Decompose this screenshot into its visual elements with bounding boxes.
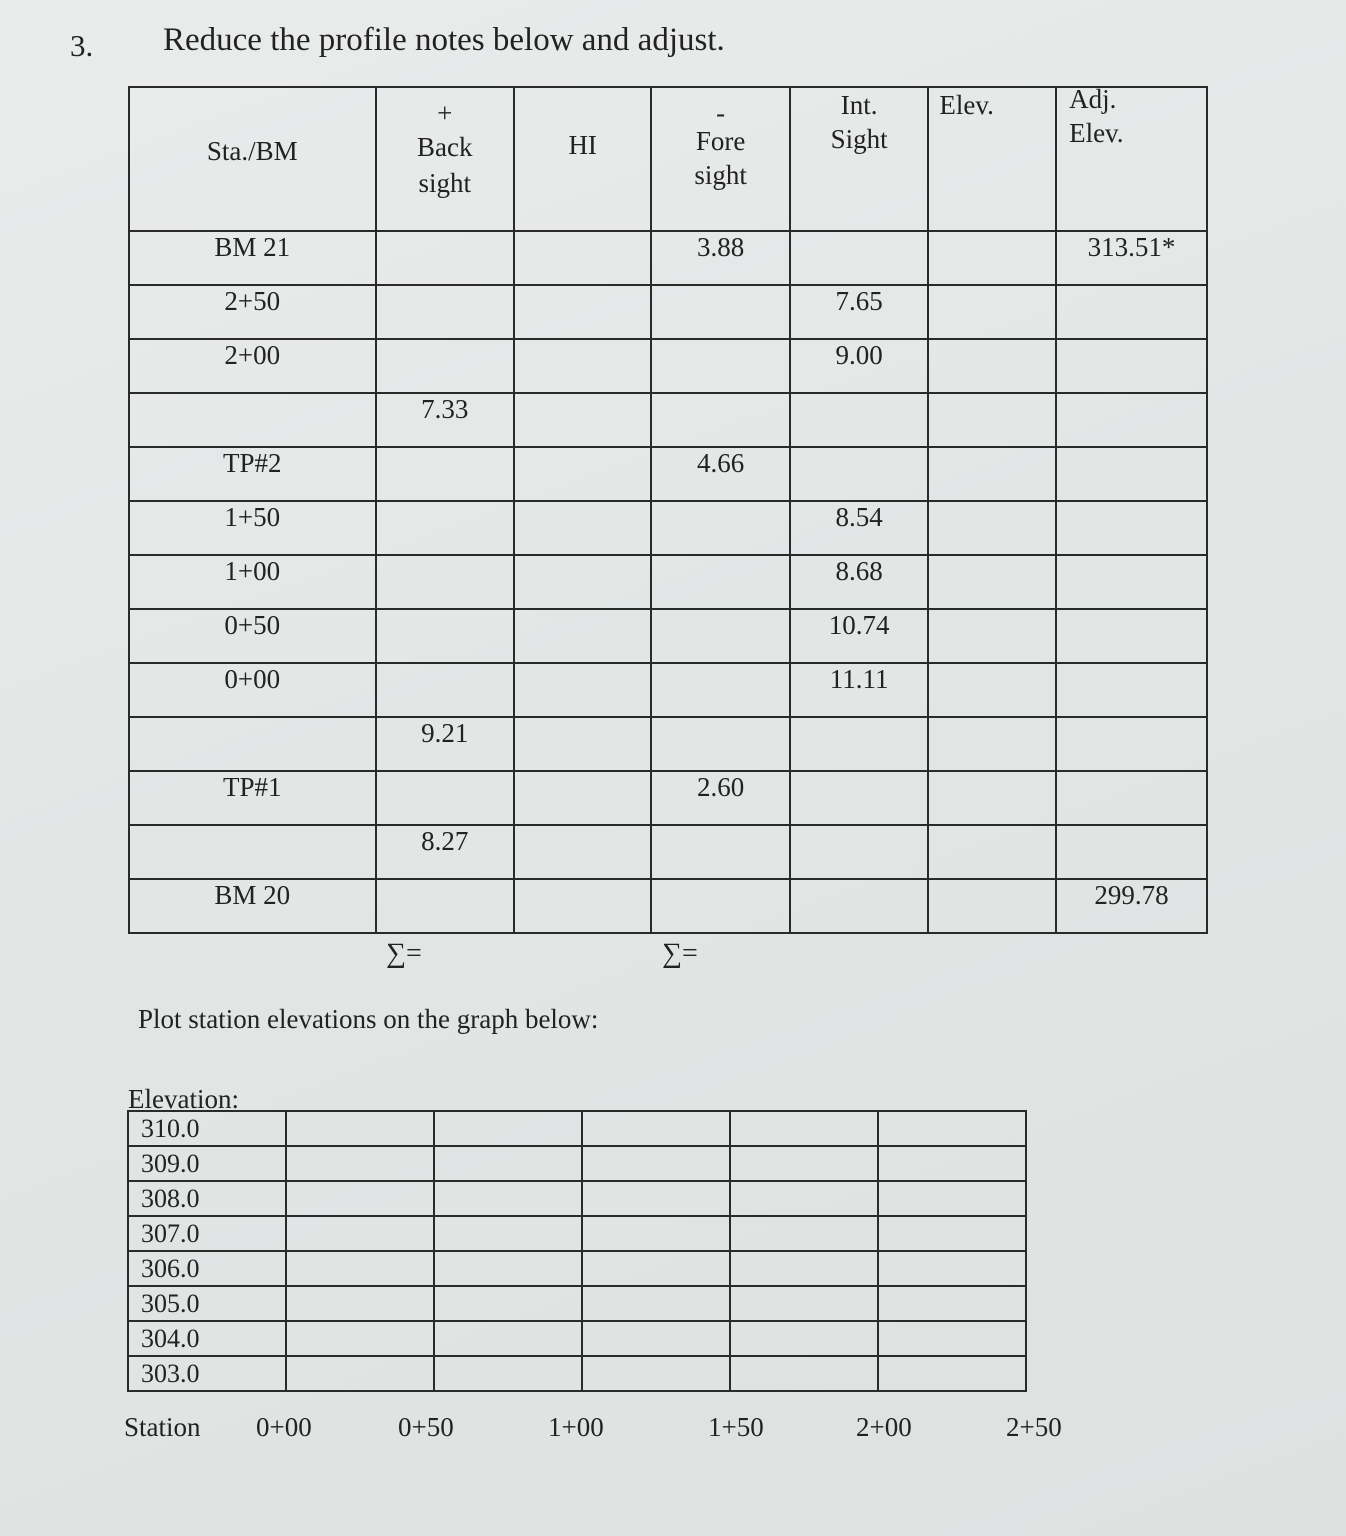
- header-bs-line1: Back: [417, 132, 473, 162]
- table-row: [129, 609, 1207, 663]
- cell-sta: 0+00: [129, 663, 376, 717]
- sum-backsight: ∑=: [386, 938, 422, 969]
- cell-sta: [129, 825, 376, 879]
- graph-cell: [878, 1146, 1026, 1181]
- header-fs-line1: Fore: [695, 126, 746, 156]
- graph-cell: [730, 1356, 878, 1391]
- cell-fs: 3.88: [651, 231, 789, 285]
- cell-sta: 0+50: [129, 609, 376, 663]
- graph-cell: [286, 1181, 434, 1216]
- header-elev: [928, 87, 1056, 231]
- graph-cell: [582, 1216, 730, 1251]
- cell-adj: [1056, 339, 1207, 393]
- graph-cell: [878, 1321, 1026, 1356]
- cell-adj: [1056, 501, 1207, 555]
- x-tick-label: 2+50: [1006, 1412, 1062, 1442]
- cell-adj: [1056, 285, 1207, 339]
- cell-fs: [651, 339, 789, 393]
- cell-hi: [514, 663, 652, 717]
- y-tick-label: 305.0: [128, 1286, 286, 1321]
- header-bs-line2: sight: [418, 168, 472, 198]
- graph-cell: [878, 1356, 1026, 1391]
- cell-is: [790, 231, 929, 285]
- cell-elev: [928, 825, 1056, 879]
- cell-hi: [514, 555, 652, 609]
- graph-cell: [286, 1251, 434, 1286]
- cell-adj: [1056, 771, 1207, 825]
- cell-sta: 2+00: [129, 339, 376, 393]
- cell-sta: 1+00: [129, 555, 376, 609]
- header-sta-label: Sta./BM: [206, 136, 298, 166]
- cell-sta: [129, 393, 376, 447]
- graph-row: [128, 1216, 1026, 1251]
- cell-is: [790, 825, 929, 879]
- cell-hi: [514, 609, 652, 663]
- cell-elev: [928, 879, 1056, 933]
- table-row: [129, 285, 1207, 339]
- elevation-axis-label: Elevation:: [128, 1084, 239, 1114]
- graph-cell: [434, 1111, 582, 1146]
- graph-cell: [434, 1251, 582, 1286]
- graph-cell: [286, 1286, 434, 1321]
- cell-fs: [651, 825, 789, 879]
- cell-is: [790, 771, 929, 825]
- header-hi-label: HI: [568, 130, 597, 160]
- x-tick-label: 1+00: [548, 1412, 604, 1442]
- cell-sta: TP#1: [129, 771, 376, 825]
- graph-grid: [127, 1110, 1027, 1392]
- table-row: [129, 501, 1207, 555]
- header-fs-line2: sight: [694, 160, 747, 190]
- cell-fs: [651, 609, 789, 663]
- graph-cell: [730, 1111, 878, 1146]
- cell-bs: 9.21: [376, 717, 514, 771]
- graph-row: [128, 1146, 1026, 1181]
- cell-elev: [928, 609, 1056, 663]
- cell-adj: [1056, 825, 1207, 879]
- graph-cell: [582, 1286, 730, 1321]
- cell-elev: [928, 393, 1056, 447]
- graph-cell: [582, 1111, 730, 1146]
- graph-cell: [878, 1181, 1026, 1216]
- header-row: [129, 87, 1207, 231]
- header-fs-sign: -: [716, 98, 726, 128]
- graph-cell: [730, 1251, 878, 1286]
- graph-cell: [878, 1286, 1026, 1321]
- cell-bs: 8.27: [376, 825, 514, 879]
- graph-cell: [730, 1216, 878, 1251]
- cell-sta: 2+50: [129, 285, 376, 339]
- header-foresight: [651, 87, 789, 231]
- cell-bs: [376, 771, 514, 825]
- cell-hi: [514, 393, 652, 447]
- table-row: [129, 555, 1207, 609]
- graph-cell: [878, 1251, 1026, 1286]
- cell-fs: [651, 501, 789, 555]
- y-tick-label: 307.0: [128, 1216, 286, 1251]
- x-tick-label: 0+00: [256, 1412, 312, 1442]
- cell-fs: 4.66: [651, 447, 789, 501]
- y-tick-label: 308.0: [128, 1181, 286, 1216]
- cell-elev: [928, 285, 1056, 339]
- y-tick-label: 303.0: [128, 1356, 286, 1391]
- y-tick-label: 310.0: [128, 1111, 286, 1146]
- cell-elev: [928, 447, 1056, 501]
- graph-cell: [286, 1111, 434, 1146]
- header-int-sight: [790, 87, 929, 231]
- graph-cell: [878, 1111, 1026, 1146]
- graph-cell: [878, 1216, 1026, 1251]
- sum-foresight: ∑=: [662, 938, 698, 969]
- header-bs-sign: +: [437, 98, 453, 128]
- cell-adj: 299.78: [1056, 879, 1207, 933]
- graph-cell: [434, 1216, 582, 1251]
- graph-row: [128, 1321, 1026, 1356]
- cell-is: 8.54: [790, 501, 929, 555]
- cell-is: [790, 393, 929, 447]
- x-tick-label: 1+50: [708, 1412, 764, 1442]
- graph-cell: [434, 1321, 582, 1356]
- graph-row: [128, 1286, 1026, 1321]
- cell-adj: [1056, 447, 1207, 501]
- cell-bs: [376, 879, 514, 933]
- graph-cell: [434, 1286, 582, 1321]
- cell-fs: [651, 663, 789, 717]
- y-tick-label: 304.0: [128, 1321, 286, 1356]
- graph-cell: [730, 1146, 878, 1181]
- header-adj-line2: Elev.: [1069, 118, 1124, 148]
- table-row: [129, 825, 1207, 879]
- table-row: [129, 771, 1207, 825]
- plot-instruction: Plot station elevations on the graph below:: [138, 1004, 599, 1034]
- cell-sta: TP#2: [129, 447, 376, 501]
- graph-cell: [730, 1286, 878, 1321]
- cell-fs: [651, 879, 789, 933]
- graph-cell: [582, 1251, 730, 1286]
- table-row: [129, 447, 1207, 501]
- graph-cell: [582, 1356, 730, 1391]
- table-row: [129, 339, 1207, 393]
- graph-row: [128, 1181, 1026, 1216]
- graph-cell: [286, 1321, 434, 1356]
- cell-is: 10.74: [790, 609, 929, 663]
- cell-elev: [928, 663, 1056, 717]
- graph-row: [128, 1356, 1026, 1391]
- cell-sta: BM 20: [129, 879, 376, 933]
- cell-elev: [928, 555, 1056, 609]
- graph-cell: [434, 1356, 582, 1391]
- graph-body: [128, 1111, 1026, 1391]
- x-tick-label: 2+00: [856, 1412, 912, 1442]
- cell-is: 11.11: [790, 663, 929, 717]
- table-row: [129, 393, 1207, 447]
- header-hi: [514, 87, 652, 231]
- cell-elev: [928, 339, 1056, 393]
- cell-elev: [928, 501, 1056, 555]
- cell-fs: [651, 285, 789, 339]
- cell-is: [790, 879, 929, 933]
- cell-fs: 2.60: [651, 771, 789, 825]
- graph-cell: [286, 1146, 434, 1181]
- y-tick-label: 309.0: [128, 1146, 286, 1181]
- cell-is: [790, 717, 929, 771]
- header-elev-label: Elev.: [939, 90, 994, 120]
- cell-elev: [928, 717, 1056, 771]
- graph-cell: [582, 1181, 730, 1216]
- cell-bs: [376, 501, 514, 555]
- cell-adj: [1056, 555, 1207, 609]
- cell-hi: [514, 717, 652, 771]
- cell-hi: [514, 447, 652, 501]
- cell-fs: [651, 717, 789, 771]
- cell-adj: [1056, 609, 1207, 663]
- cell-is: 9.00: [790, 339, 929, 393]
- header-adj-elev: [1056, 84, 1207, 231]
- cell-bs: 7.33: [376, 393, 514, 447]
- cell-hi: [514, 339, 652, 393]
- cell-hi: [514, 501, 652, 555]
- cell-adj: [1056, 663, 1207, 717]
- header-int-line2: Sight: [830, 124, 888, 154]
- graph-row: [128, 1251, 1026, 1286]
- graph-cell: [730, 1181, 878, 1216]
- table-row: [129, 717, 1207, 771]
- profile-notes-table: [128, 86, 1208, 934]
- cell-fs: [651, 555, 789, 609]
- cell-hi: [514, 879, 652, 933]
- cell-bs: [376, 555, 514, 609]
- cell-sta: 1+50: [129, 501, 376, 555]
- cell-hi: [514, 285, 652, 339]
- graph-cell: [582, 1146, 730, 1181]
- table-row: [129, 663, 1207, 717]
- cell-hi: [514, 231, 652, 285]
- cell-adj: 313.51*: [1056, 231, 1207, 285]
- graph-cell: [434, 1181, 582, 1216]
- header-int-line1: Int.: [840, 90, 878, 120]
- graph-row: [128, 1111, 1026, 1146]
- graph-cell: [286, 1356, 434, 1391]
- elevation-graph: [127, 1110, 1027, 1408]
- cell-is: 7.65: [790, 285, 929, 339]
- cell-is: 8.68: [790, 555, 929, 609]
- cell-bs: [376, 609, 514, 663]
- table-row: [129, 879, 1207, 933]
- question-number: 3.: [70, 28, 94, 63]
- table-row: [129, 231, 1207, 285]
- cell-is: [790, 447, 929, 501]
- question-text: Reduce the profile notes below and adjust.: [163, 22, 725, 58]
- cell-bs: [376, 231, 514, 285]
- cell-bs: [376, 285, 514, 339]
- cell-elev: [928, 771, 1056, 825]
- notes-body: [129, 231, 1207, 933]
- cell-bs: [376, 447, 514, 501]
- cell-bs: [376, 663, 514, 717]
- cell-adj: [1056, 717, 1207, 771]
- graph-cell: [582, 1321, 730, 1356]
- cell-hi: [514, 825, 652, 879]
- header-sta: [129, 87, 376, 231]
- cell-adj: [1056, 393, 1207, 447]
- cell-hi: [514, 771, 652, 825]
- cell-bs: [376, 339, 514, 393]
- cell-fs: [651, 393, 789, 447]
- cell-sta: BM 21: [129, 231, 376, 285]
- graph-cell: [730, 1321, 878, 1356]
- header-adj-line1: Adj.: [1069, 84, 1117, 114]
- y-tick-label: 306.0: [128, 1251, 286, 1286]
- header-backsight: [376, 87, 514, 231]
- station-axis-label: Station: [124, 1412, 201, 1442]
- graph-cell: [286, 1216, 434, 1251]
- cell-sta: [129, 717, 376, 771]
- cell-elev: [928, 231, 1056, 285]
- graph-cell: [434, 1146, 582, 1181]
- x-tick-label: 0+50: [398, 1412, 454, 1442]
